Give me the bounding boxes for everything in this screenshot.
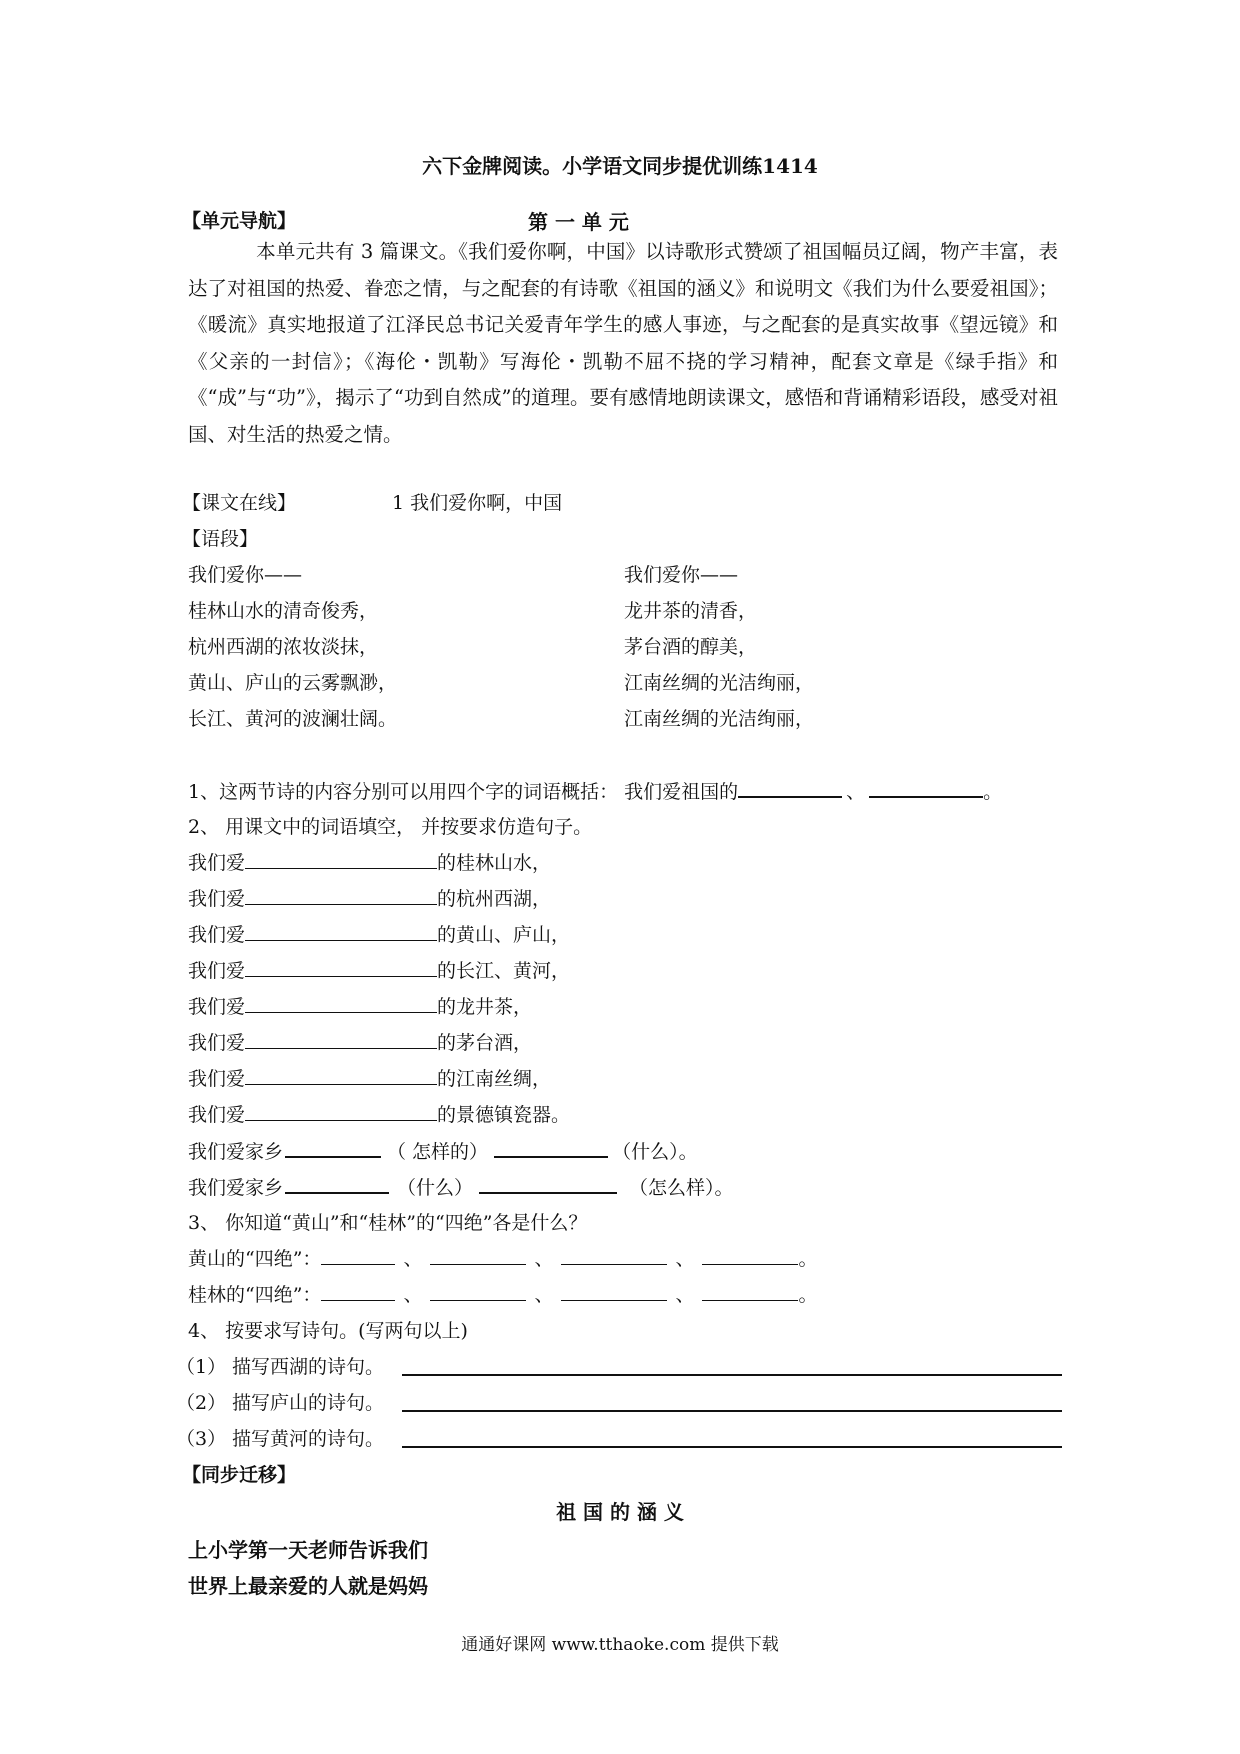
poem-line: 江南丝绸的光洁绚丽， [624,708,815,730]
section-label: 【语段】 [182,528,259,550]
answer-blank[interactable] [245,992,437,1013]
fill-row: 我们爱 的长江、黄河， [188,956,570,983]
answer-blank[interactable] [245,848,437,869]
answer-blank[interactable] [245,1100,437,1121]
answer-blank[interactable] [494,1136,608,1158]
fill-row-hometown: 我们爱家乡 （什么） （怎么样）。 [188,1172,734,1200]
fill-row: 我们爱 的黄山、庐山， [188,920,570,947]
unit-title: 第 一 单 元 [528,210,629,234]
answer-blank[interactable] [245,920,437,941]
answer-blank[interactable] [285,1172,389,1194]
answer-blank[interactable] [702,1244,798,1265]
unit-nav-label: 【单元导航】 [182,210,297,232]
poem-line: 桂林山水的清奇俊秀， [188,600,379,622]
poem-line: 茅台酒的醇美， [624,636,758,658]
poem-line: 我们爱你—— [624,564,739,586]
answer-blank[interactable] [245,956,437,977]
answer-blank[interactable] [702,1280,798,1301]
poem-question-number: （3） [176,1428,227,1450]
transfer-label: 【同步迁移】 [182,1464,297,1486]
guilin-row: 桂林的“四绝”： 、 、 、 。 [188,1280,818,1307]
poem-question-number: （2） [176,1392,227,1414]
question-4: 4、 按要求写诗句。(写两句以上) [188,1320,468,1342]
question-3: 3、 你知道“黄山”和“桂林”的“四绝”各是什么？ [188,1212,588,1234]
answer-blank[interactable] [245,1028,437,1049]
poem-line: 世界上最亲爱的人就是妈妈 [188,1574,428,1598]
answer-line[interactable] [402,1374,1062,1376]
question-2: 2、 用课文中的词语填空， 并按要求仿造句子。 [188,816,593,838]
poem-line: 江南丝绸的光洁绚丽， [624,672,815,694]
poem-question-label: 描写黄河的诗句。 [232,1428,385,1450]
answer-blank[interactable] [561,1244,667,1265]
fill-row-hometown: 我们爱家乡 （ 怎样的） （什么）。 [188,1136,698,1164]
answer-blank[interactable] [561,1280,667,1301]
fill-row: 我们爱 的茅台酒， [188,1028,532,1055]
poem-line: 长江、黄河的波澜壮阔。 [188,708,398,730]
answer-blank[interactable] [479,1172,617,1194]
fill-row: 我们爱 的杭州西湖， [188,884,551,911]
answer-blank[interactable] [430,1244,526,1265]
poem-line: 上小学第一天老师告诉我们 [188,1538,428,1562]
answer-blank[interactable] [430,1280,526,1301]
answer-blank[interactable] [245,884,437,905]
footer-credit: 通通好课网 www.tthaoke.com 提供下载 [461,1635,779,1655]
poem-question-label: 描写庐山的诗句。 [232,1392,385,1414]
fill-row: 我们爱 的桂林山水， [188,848,551,875]
poem-line: 杭州西湖的浓妆淡抹， [188,636,379,658]
lesson-label: 【课文在线】 [182,492,297,514]
answer-line[interactable] [402,1410,1062,1412]
answer-blank[interactable] [321,1280,395,1301]
poem-line: 黄山、庐山的云雾飘渺， [188,672,398,694]
answer-line[interactable] [402,1446,1062,1448]
lesson-title: 1 我们爱你啊，中国 [392,492,563,514]
fill-row: 我们爱 的龙井茶， [188,992,532,1019]
poem-line: 龙井茶的清香， [624,600,758,622]
poem-question-number: （1） [176,1356,227,1378]
poem-question-label: 描写西湖的诗句。 [232,1356,385,1378]
doc-title: 六下金牌阅读。小学语文同步提优训练1414 [422,154,818,178]
unit-intro: 本单元共有 3 篇课文。《我们爱你啊，中国》以诗歌形式赞颂了祖国幅员辽阔，物产丰富，表达了对祖国的热爱、眷恋之情，与之配套的有诗歌《祖国的涵义》和说明文《我们为什么要爱祖国》；《暖流》真实地报道了江泽民总书记关爱青年学生的感人事迹，与之配套的是真实故事《望远镜》和《父亲的一封信》；《海伦・凯勒》写海伦・凯勒不屈不挠的学习精神，配套文章是《绿手指》和《“成”与“功”》，揭示了“功到自然成”的道理。要有感情地朗读课文，感悟和背诵精彩语段，感受对祖国、对生活的热爱之情。 [188,240,1058,446]
fill-row: 我们爱 的景德镇瓷器。 [188,1100,570,1127]
huangshan-row: 黄山的“四绝”： 、 、 、 。 [188,1244,818,1271]
poem-line: 我们爱你—— [188,564,303,586]
answer-blank[interactable] [321,1244,395,1265]
poem-title: 祖 国 的 涵 义 [556,1500,684,1524]
answer-blank[interactable] [738,776,842,798]
question-1: 1、这两节诗的内容分别可以用四个字的词语概括： 我们爱祖国的 、 。 [188,776,1002,804]
answer-blank[interactable] [245,1064,437,1085]
answer-blank[interactable] [285,1136,381,1158]
fill-row: 我们爱 的江南丝绸， [188,1064,551,1091]
answer-blank[interactable] [869,776,983,798]
